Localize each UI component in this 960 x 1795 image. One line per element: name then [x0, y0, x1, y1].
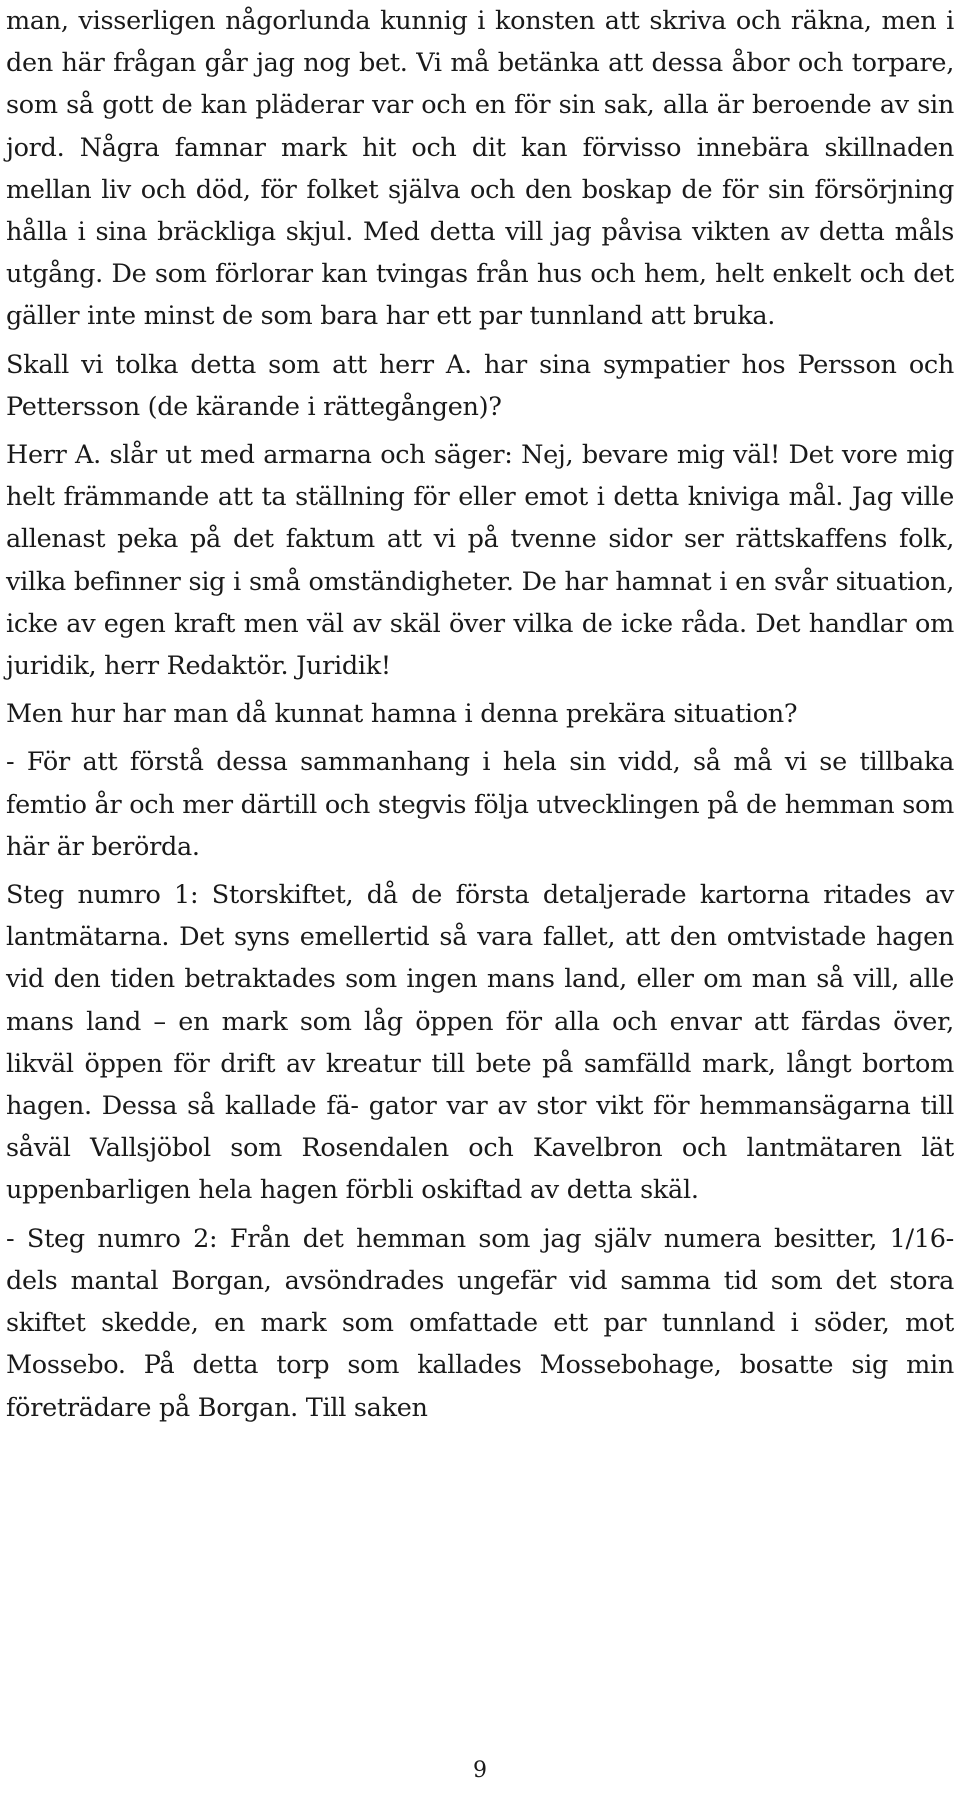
body-text [6, 0, 954, 1435]
paragraph: - För att förstå dessa sammanhang i hela sin vidd, så må vi se tillbaka femtio år och mer därtill och stegvis följa utvecklingen på de hemman som här är berörda. [6, 747, 954, 862]
page-number: 9 [473, 1758, 487, 1783]
paragraph: Skall vi tolka detta som att herr A. har sina sympatier hos Persson och Pettersson (de kärande i rättegången)? [6, 349, 954, 422]
paragraph: Herr A. slår ut med armarna och säger: Nej, bevare mig väl! Det vore mig helt främmande att ta ställning för eller emot i detta kniviga mål. Jag ville allenast peka på det faktum att vi på tvenne sidor ser rättskaffens folk, vilka befinner sig i små omständigheter. De har hamnat i en svår situation, icke av egen kraft men väl av skäl över vilka de icke råda. Det handlar om juridik, herr Redaktör. Juridik! [6, 440, 954, 682]
paragraph: Steg numro 1: Storskiftet, då de första detaljerade kartorna ritades av lantmätarna. Det syns emellertid så vara fallet, att den omtvistade hagen vid den tiden betraktades som ingen mans land, eller om man så vill, alle mans land – en mark som låg öppen för alla och envar att färdas över, likväl öppen för drift av kreatur till bete på samfälld mark, långt bortom hagen. Dessa så kallade fä- gator var av stor vikt för hemmansägarna till såväl Vallsjöbol som Rosendalen och Kavelbron och lantmätaren lät uppenbarligen hela hagen förbli oskiftad av detta skäl. [6, 880, 954, 1206]
paragraph: Men hur har man då kunnat hamna i denna prekära situation? [6, 699, 798, 730]
paragraph: - Steg numro 2: Från det hemman som jag själv numera besitter, 1/16- dels mantal Borgan, avsöndrades ungefär vid samma tid som det stora skiftet skedde, en mark som omfattade ett par tunnland i söder, mot Mossebo. På detta torp som kallades Mossebohage, bosatte sig min företrädare på Borgan. Till saken [6, 1223, 954, 1423]
paragraph: man, visserligen någorlunda kunnig i konsten att skriva och räkna, men i den här frågan går jag nog bet. Vi må betänka att dessa åbor och torpare, som så gott de kan pläderar var och en för sin sak, alla är beroende av sin jord. Några famnar mark hit och dit kan förvisso innebära skillnaden mellan liv och död, för folket själva och den boskap de för sin försörjning hålla i sina bräckliga skjul. Med detta vill jag påvisa vikten av detta måls utgång. De som förlorar kan tvingas från hus och hem, helt enkelt och det gäller inte minst de som bara har ett par tunnland att bruka. [6, 6, 954, 332]
